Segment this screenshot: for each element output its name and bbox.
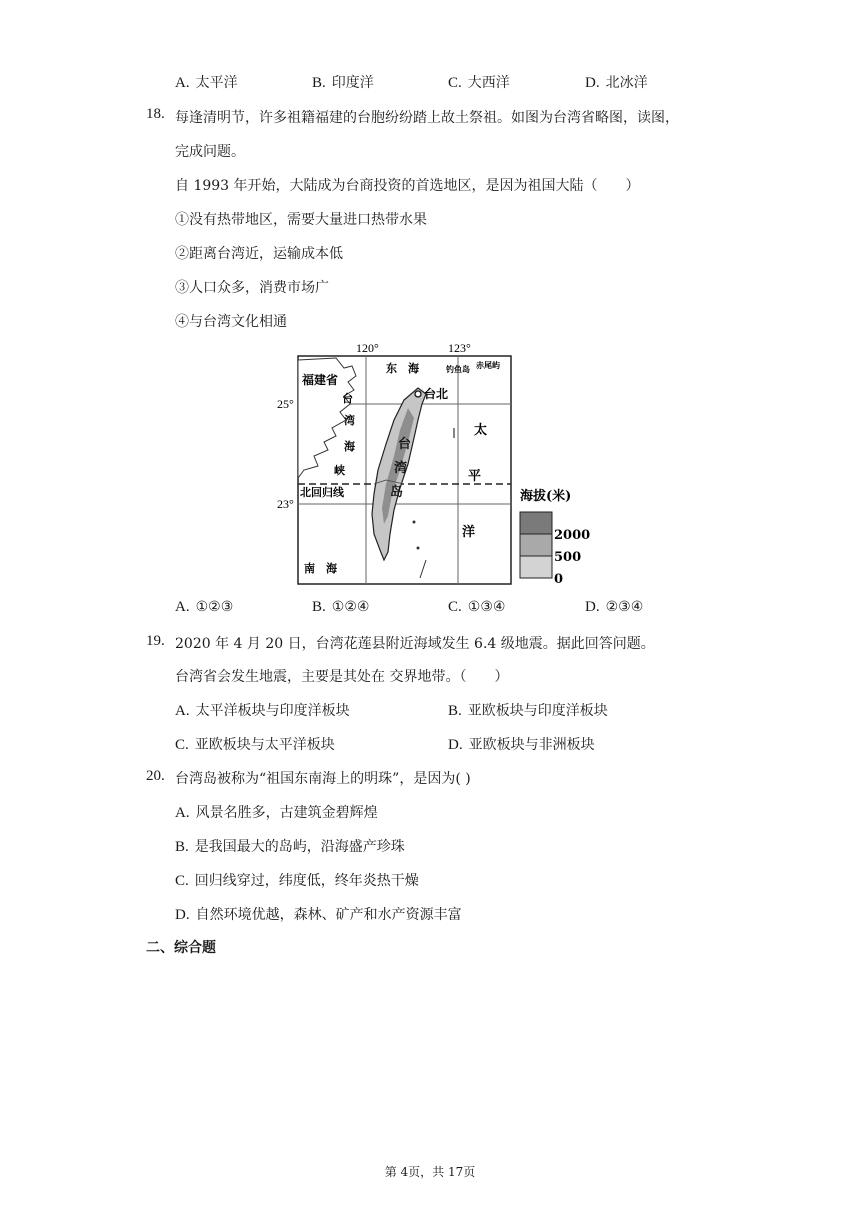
islet-mark	[417, 547, 420, 550]
option-text: 太平洋	[195, 75, 238, 91]
label-strait-2: 湾	[344, 414, 355, 427]
lon-label-123: 123°	[448, 341, 471, 355]
option-letter: B.	[448, 703, 462, 719]
label-pacific-3: 洋	[462, 525, 476, 540]
option-text: ②③④	[605, 599, 644, 615]
taipei-marker	[415, 391, 421, 397]
legend-title: 海拔(米)	[520, 489, 572, 504]
q19-intro: 2020 年 4 月 20 日，台湾花莲县附近海域发生 6.4 级地震。据此回答问题。	[175, 636, 655, 652]
q20-option-a	[175, 802, 378, 822]
option-letter: C.	[175, 737, 189, 753]
lat-label-23: 23°	[277, 497, 294, 511]
legend-swatch-low	[520, 556, 552, 578]
taiwan-map-figure	[277, 338, 591, 590]
option-letter: D.	[175, 907, 190, 923]
legend-value-0: 0	[554, 572, 564, 587]
label-strait-1: 台	[342, 392, 353, 405]
q17-option-b	[312, 72, 374, 92]
label-fujian: 福建省	[302, 373, 339, 387]
q18-statement-2: ②距离台湾近，运输成本低	[175, 246, 343, 262]
q19-stem: 台湾省会发生地震，主要是其处在 交界地带。（ ）	[175, 669, 509, 685]
q18-statement-4: ④与台湾文化相通	[175, 314, 287, 330]
option-letter: A.	[175, 703, 190, 719]
label-strait-4: 峡	[334, 464, 345, 477]
option-text: 回归线穿过，纬度低，终年炎热干燥	[194, 873, 419, 889]
option-letter: C.	[175, 873, 189, 889]
option-text: ①③④	[467, 599, 506, 615]
q18-number: 18.	[146, 106, 165, 122]
q18-intro-line1: 每逢清明节，许多祖籍福建的台胞纷纷踏上故土祭祖。如图为台湾省略图，读图，	[175, 110, 679, 126]
q18-stem: 自 1993 年开始，大陆成为台商投资的首选地区，是因为祖国大陆（ ）	[175, 178, 640, 194]
option-text: 自然环境优越，森林、矿产和水产资源丰富	[195, 907, 462, 923]
islet-mark	[413, 521, 416, 524]
option-text: ①②④	[331, 599, 370, 615]
option-text: ①②③	[195, 599, 234, 615]
option-letter: C.	[448, 75, 462, 91]
option-text: 太平洋板块与印度洋板块	[195, 703, 350, 719]
option-text: 亚欧板块与印度洋板块	[467, 703, 608, 719]
label-strait-3: 海	[344, 440, 355, 453]
label-diaoyu: 钓鱼岛	[446, 364, 470, 374]
section-title: 二、综合题	[146, 940, 216, 956]
label-island-2: 湾	[394, 461, 408, 476]
q19-option-c	[175, 734, 335, 754]
option-letter: D.	[585, 75, 600, 91]
option-letter: B.	[312, 599, 326, 615]
lon-label-120: 120°	[356, 341, 379, 355]
q17-option-c	[448, 72, 510, 92]
option-letter: A.	[175, 75, 190, 91]
option-letter: A.	[175, 599, 190, 615]
option-text: 亚欧板块与太平洋板块	[194, 737, 335, 753]
label-pacific-1: 太	[474, 423, 488, 438]
taiwan-map	[277, 338, 591, 590]
legend-swatch-mid	[520, 534, 552, 556]
q19-number: 19.	[146, 633, 165, 649]
option-letter: C.	[448, 599, 462, 615]
label-taipei: 台北	[424, 387, 449, 401]
option-text: 亚欧板块与非洲板块	[468, 737, 595, 753]
q20-option-d	[175, 904, 462, 924]
q17-option-d	[585, 72, 648, 92]
q18-option-c	[448, 599, 505, 616]
page-footer: 第 4页，共 17页	[384, 1165, 476, 1179]
option-letter: B.	[312, 75, 326, 91]
legend-value-2000: 2000	[554, 528, 591, 543]
option-text: 印度洋	[331, 75, 374, 91]
option-letter: D.	[585, 599, 600, 615]
legend-swatch-high	[520, 512, 552, 534]
option-text: 是我国最大的岛屿，沿海盛产珍珠	[194, 839, 405, 855]
legend-value-500: 500	[554, 550, 582, 565]
label-nanhai: 南 海	[304, 562, 337, 575]
label-island-1: 台	[398, 437, 412, 452]
q20-stem: 台湾岛被称为“祖国东南海上的明珠”，是因为( )	[175, 771, 471, 787]
q18-option-a	[175, 599, 233, 616]
label-donghai: 东 海	[386, 362, 419, 375]
option-letter: A.	[175, 805, 190, 821]
lat-label-25: 25°	[277, 397, 294, 411]
q20-option-b	[175, 836, 405, 856]
option-text: 风景名胜多，古建筑金碧辉煌	[195, 805, 378, 821]
q18-statement-3: ③人口众多，消费市场广	[175, 280, 329, 296]
option-letter: D.	[448, 737, 463, 753]
q18-intro-line2: 完成问题。	[175, 144, 245, 160]
q18-option-b	[312, 599, 369, 616]
label-island-3: 岛	[390, 485, 404, 500]
label-pacific-2: 平	[468, 469, 482, 484]
label-chiwei: 赤尾屿	[476, 360, 500, 370]
q18-option-d	[585, 599, 643, 616]
option-text: 北冰洋	[605, 75, 648, 91]
q20-number: 20.	[146, 768, 165, 784]
q20-option-c	[175, 870, 419, 890]
q19-option-b	[448, 700, 608, 720]
option-text: 大西洋	[467, 75, 510, 91]
label-tropic: 北回归线	[300, 486, 344, 499]
option-letter: B.	[175, 839, 189, 855]
q17-option-a	[175, 72, 238, 92]
q18-statement-1: ①没有热带地区，需要大量进口热带水果	[175, 212, 427, 228]
q19-option-d	[448, 734, 595, 754]
q19-option-a	[175, 700, 350, 720]
